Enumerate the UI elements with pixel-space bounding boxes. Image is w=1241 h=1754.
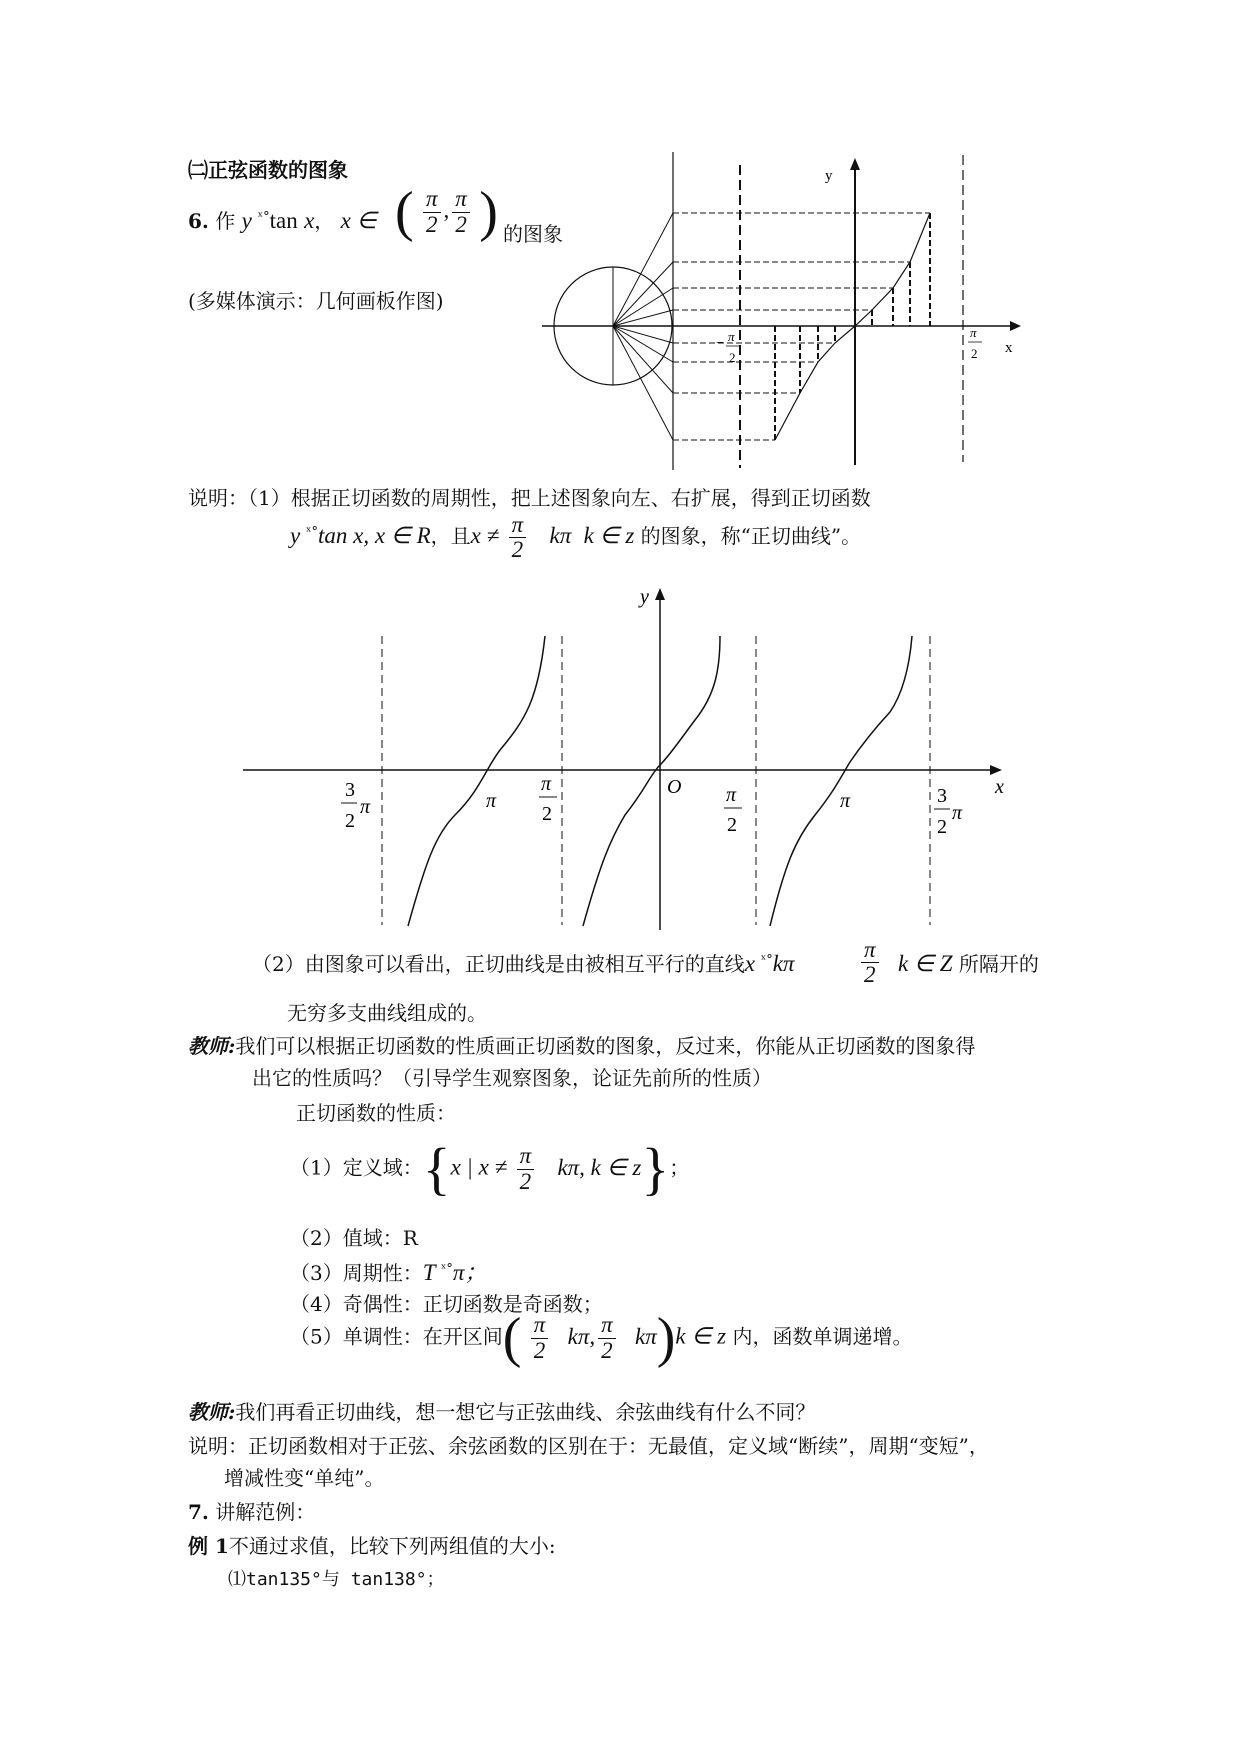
tangent-curve-figure <box>230 580 1030 940</box>
open-brace: { <box>422 1136 451 1201</box>
pos-pi: π <box>970 325 977 340</box>
comma: , <box>443 197 450 223</box>
fraction <box>517 1144 535 1193</box>
item6-number: 6. <box>188 209 209 233</box>
prop5-label: （5）单调性：在开区间 <box>290 1324 503 1349</box>
note1-func: y <box>290 523 306 549</box>
note2-glyph: ˣ° <box>760 952 773 968</box>
prop3-val: π； <box>452 1260 488 1285</box>
note2-fraction <box>858 938 882 987</box>
item6-lead: 作 <box>215 209 236 233</box>
prop1-x: x | x ≠ <box>450 1154 508 1180</box>
section-title: ㈡正弦函数的图象 <box>188 158 348 182</box>
tick-3half-den: 2 <box>937 816 947 838</box>
note1-mid: ，且 <box>430 524 471 549</box>
prop3-period <box>290 1254 487 1287</box>
y-axis-label: y <box>825 168 833 184</box>
tan-branch-1 <box>408 636 545 926</box>
prop4-parity: （4）奇偶性：正切函数是奇函数； <box>290 1292 603 1316</box>
fraction <box>861 938 879 987</box>
item6-x: x <box>304 208 315 233</box>
frac-num: π <box>452 187 470 212</box>
note3-line2: 增减性变“单纯”。 <box>224 1466 385 1490</box>
note1-kpi: kπ <box>549 523 572 549</box>
frac-den: 2 <box>864 962 876 988</box>
prop1-domain <box>290 1136 690 1201</box>
example1-item1: ⑴tan135°与 tan138°； <box>228 1569 445 1590</box>
item7-line <box>188 1496 315 1525</box>
frac-den: 2 <box>426 211 438 237</box>
item6-interval <box>395 181 498 243</box>
close-brace: } <box>641 1136 670 1201</box>
note3-line1: 说明：正切函数相对于正弦、余弦函数的区别在于：无最值，定义域“断续”，周期“变短”， <box>188 1434 989 1458</box>
example1-text: 不通过求值，比较下列两组值的大小: <box>228 1534 556 1558</box>
teacher1-line2: 出它的性质吗？（引导学生观察图象，论证先前所的性质） <box>252 1066 772 1090</box>
x-axis-label: x <box>1005 340 1013 356</box>
frac-den: 2 <box>511 537 524 563</box>
neg-pi: π <box>728 329 735 344</box>
tick-neg-half-num: π <box>541 773 552 795</box>
y-arrow <box>850 158 860 170</box>
tick-neg-3half-den: 2 <box>345 810 355 832</box>
close-paren: ) <box>656 1307 676 1369</box>
item6-tan: tan <box>269 208 298 233</box>
frac-num: π <box>598 1313 616 1338</box>
frac-den: 2 <box>455 211 467 237</box>
prop3-T: T <box>422 1260 441 1285</box>
note1-neq: x ≠ <box>470 523 500 549</box>
frac-den: 2 <box>519 1168 532 1194</box>
note2-x: x <box>744 951 761 976</box>
note1-kz: k ∈ z <box>583 523 635 549</box>
note2-tail: 所隔开的 <box>958 952 1039 976</box>
note2-text: （2）由图象可以看出，正切曲线是由被相互平行的直线 <box>252 952 745 976</box>
item7-text: 讲解范例： <box>215 1500 316 1524</box>
item6-domain: x ∈ <box>340 208 377 233</box>
tick-3half-num: 3 <box>937 785 947 807</box>
x-arrow <box>990 765 1002 775</box>
prop3-glyph: ˣ° <box>440 1261 453 1277</box>
note1-expr: tan x, x ∈ R <box>317 523 431 549</box>
note1-line1: 说明：（1）根据正切函数的周期性，把上述图象向左、右扩展，得到正切函数 <box>188 486 871 510</box>
item6-line <box>188 205 377 234</box>
tick-half-num: π <box>726 784 737 806</box>
note1-glyph: ˣ° <box>305 524 318 540</box>
x-axis-label: x <box>995 776 1004 798</box>
y-axis-label: y <box>640 586 649 608</box>
y-arrow <box>655 588 665 600</box>
example1-line <box>188 1530 556 1559</box>
fraction <box>509 513 527 562</box>
frac-den: 2 <box>533 1337 546 1363</box>
frac-num: π <box>861 938 879 963</box>
tan-branch-2 <box>583 636 720 926</box>
note2-kz: k ∈ Z <box>898 951 953 976</box>
frac-num: π <box>531 1313 549 1338</box>
fraction <box>531 1313 549 1362</box>
fraction <box>423 187 441 236</box>
fraction <box>452 187 470 236</box>
tick-3half-pi: π <box>952 802 963 824</box>
asymptotes <box>382 636 930 925</box>
prop5-k1: kπ, <box>567 1323 596 1349</box>
close-paren: ) <box>479 181 498 243</box>
prop1-end: ； <box>669 1155 690 1180</box>
frac-num: π <box>517 1144 535 1169</box>
teacher2-line <box>188 1396 815 1425</box>
note1-tail: 的图象，称“正切曲线”。 <box>640 524 862 549</box>
prop5-k2: kπ <box>635 1323 657 1349</box>
item6-func: y <box>241 208 258 233</box>
tan-branch-3 <box>770 636 912 926</box>
tick-half-den: 2 <box>727 814 737 836</box>
prop2-range: （2）值域：R <box>290 1226 418 1250</box>
prop5-tail: 内，函数单调递增。 <box>732 1324 913 1349</box>
item7-number: 7. <box>188 1500 209 1524</box>
prop5-monotonic <box>290 1307 913 1369</box>
teacher2-label: 教师: <box>188 1400 236 1424</box>
item6-glyph: ˣ° <box>257 209 270 225</box>
note2-kpi: kπ <box>772 951 795 976</box>
note1-line2 <box>290 513 861 562</box>
item6-sep: ， <box>314 209 335 233</box>
tick-neg-pi: π <box>486 790 497 812</box>
tick-pi: π <box>840 790 851 812</box>
note2-kz-line <box>898 948 1039 977</box>
tick-neg-half-den: 2 <box>542 803 552 825</box>
prop3-label: （3）周期性： <box>290 1261 423 1285</box>
prop1-rest: kπ, k ∈ z <box>557 1154 642 1180</box>
tick-neg-3half-num: 3 <box>345 779 355 801</box>
neg-two: 2 <box>729 350 736 365</box>
note2-line2: 无穷多支曲线组成的。 <box>287 1001 487 1025</box>
pos-two: 2 <box>971 346 978 361</box>
prop5-kz: k ∈ z <box>675 1323 727 1349</box>
teacher1-text: 我们可以根据正切函数的性质画正切函数的图象，反过来，你能从正切函数的图象得 <box>235 1034 976 1058</box>
teacher2-text: 我们再看正切曲线，想一想它与正弦曲线、余弦曲线有什么不同？ <box>235 1400 816 1424</box>
construction-figure <box>540 150 1040 475</box>
open-paren: ( <box>502 1307 522 1369</box>
neg-sign: − <box>716 336 724 351</box>
note2-line1 <box>252 948 794 977</box>
frac-den: 2 <box>601 1337 613 1363</box>
open-paren: ( <box>395 181 414 243</box>
frac-num: π <box>509 513 527 538</box>
x-arrow <box>1010 321 1021 331</box>
demo-note: (多媒体演示：几何画板作图) <box>188 289 444 313</box>
props-title: 正切函数的性质： <box>296 1101 456 1125</box>
item6-tail: 的图象 <box>503 222 563 246</box>
teacher1-label: 教师: <box>188 1034 236 1058</box>
example1-label: 例 1 <box>188 1534 229 1558</box>
prop1-label: （1）定义域： <box>290 1155 423 1180</box>
teacher1-line1 <box>188 1030 975 1059</box>
fraction <box>598 1313 616 1362</box>
frac-num: π <box>423 187 441 212</box>
tick-neg-3half-pi: π <box>360 796 371 818</box>
origin-label: O <box>667 776 682 798</box>
